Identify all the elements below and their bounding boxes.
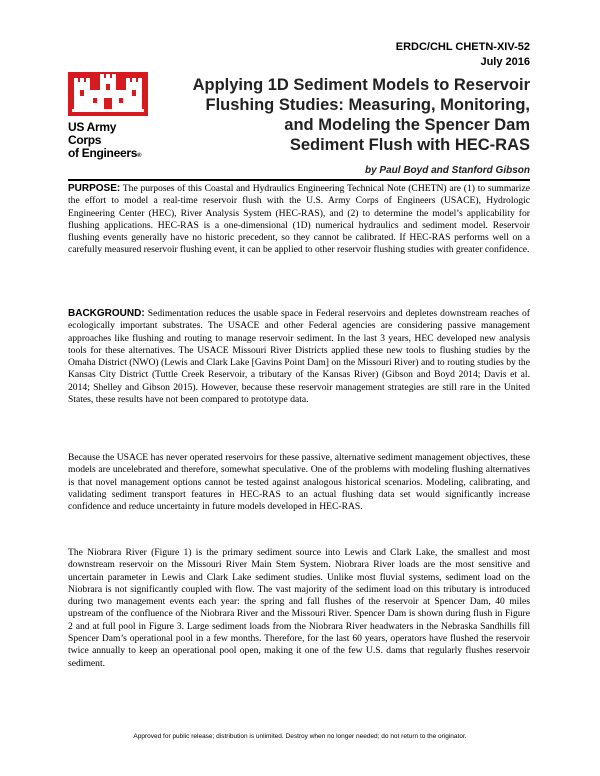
usace-logo <box>68 72 150 163</box>
castle-icon <box>68 72 148 116</box>
castle-emblem-icon <box>68 72 148 116</box>
background-text: Sedimentation reduces the usable space in Federal reservoirs and depletes downstream reaches of ecologically important substrates. The USACE and other Federal agencies are considering passive management approaches like flushing and routing to manage reservoir sediment. In the last 3 years, HEC developed new analysis tools for these alternatives. The USACE Missouri River Districts applied these new tools to flushing studies by the Omaha District (NWO) (Lewis and Clark Lake [Gavins Point Dam] on the Missouri River) and to routing studies by the Kansas City District (Tuttle Creek Reservoir, a tributary of the Kansas River) (Gibson and Boyd 2014; Davis et al. 2014; Shelley and Gibson 2015). However, because these reservoir management strategies are still rare in the United States, these results have not been compared to prototype data. <box>68 308 530 406</box>
background-paragraph <box>68 308 530 406</box>
byline: by Paul Boyd and Stanford Gibson <box>364 165 530 176</box>
registered-mark: ® <box>137 153 142 159</box>
title-divider <box>68 179 530 181</box>
title-line-4: Sediment Flush with HEC-RAS <box>289 136 530 154</box>
agency-name-line1: US Army Corps <box>68 120 117 147</box>
purpose-text: The purposes of this Coastal and Hydraulics Engineering Technical Note (CHETN) are (1) to summarize the effort to model a real-time reservoir flush with the U.S. Army Corps of Engineers (USACE), Hydrologic Engineering Center (HEC), River Analysis System (HEC-RAS), and (2) to determine the model’s applicability for flushing applications. HEC-RAS is a one-dimensional (1D) numerical hydraulics and sediment model. Reservoir flushing events generally have no historic precedent, so they cannot be calibrated. If HEC-RAS performs well on a carefully measured reservoir flushing event, it can be applied to other reservoir flushing studies with greater confidence. <box>68 183 530 256</box>
document-header <box>396 40 530 70</box>
document-number: ERDC/CHL CHETN-XIV-52 <box>395 41 530 53</box>
distribution-statement: Approved for public release; distribution is unlimited. Destroy when no longer needed; do not return to the originator. <box>133 733 467 740</box>
operations-paragraph: Because the USACE has never operated reservoirs for these passive, alternative sediment management objectives, these models are uncelebrated and therefore, somewhat speculative. One of the problems with modeling flushing alternatives is that novel management options cannot be tested against analogous historical scenarios. Modeling, calibrating, and validating sediment transport features in HEC-RAS to an actual flushing data set would significantly increase confidence and reduce uncertainty in future models developed in HEC-RAS. <box>68 452 530 513</box>
purpose-paragraph <box>68 183 530 257</box>
background-heading: BACKGROUND: <box>68 308 145 319</box>
agency-name-line2 <box>68 147 150 163</box>
niobrara-paragraph: The Niobrara River (Figure 1) is the primary sediment source into Lewis and Clark Lake, the smallest and most downstream reservoir on the Missouri River Main Stem System. Niobrara River loads are the most sensitive and uncertain parameter in Lewis and Clark Lake sediment studies. Unlike most fluvial systems, sediment load on the Niobrara is not significantly coupled with flow. The vast majority of the sediment load on this tributary is introduced during two management events each year: the spring and fall flushes of the reservoir at Spencer Dam, 40 miles upstream of the confluence of the Niobrara River and the Missouri River. Spencer Dam is shown during flush in Figure 2 and at full pool in Figure 3. Large sediment loads from the Niobrara River headwaters in the Nebraska Sandhills fill Spencer Dam’s operational pool in a few months. Therefore, for the last 60 years, operators have flushed the reservoir twice annually to keep an operational pool open, making it one of the few U.S. dams that regularly flushes reservoir sediment. <box>68 547 530 669</box>
agency-name-line2-text: of Engineers <box>68 146 138 160</box>
document-date: July 2016 <box>480 56 530 68</box>
title-line-2: Flushing Studies: Measuring, Monitoring, <box>205 96 530 114</box>
page-title <box>150 75 530 155</box>
agency-name <box>68 121 150 163</box>
title-line-1: Applying 1D Sediment Models to Reservoir <box>192 76 530 94</box>
title-line-3: and Modeling the Spencer Dam <box>284 116 530 134</box>
purpose-heading: PURPOSE: <box>68 183 121 194</box>
